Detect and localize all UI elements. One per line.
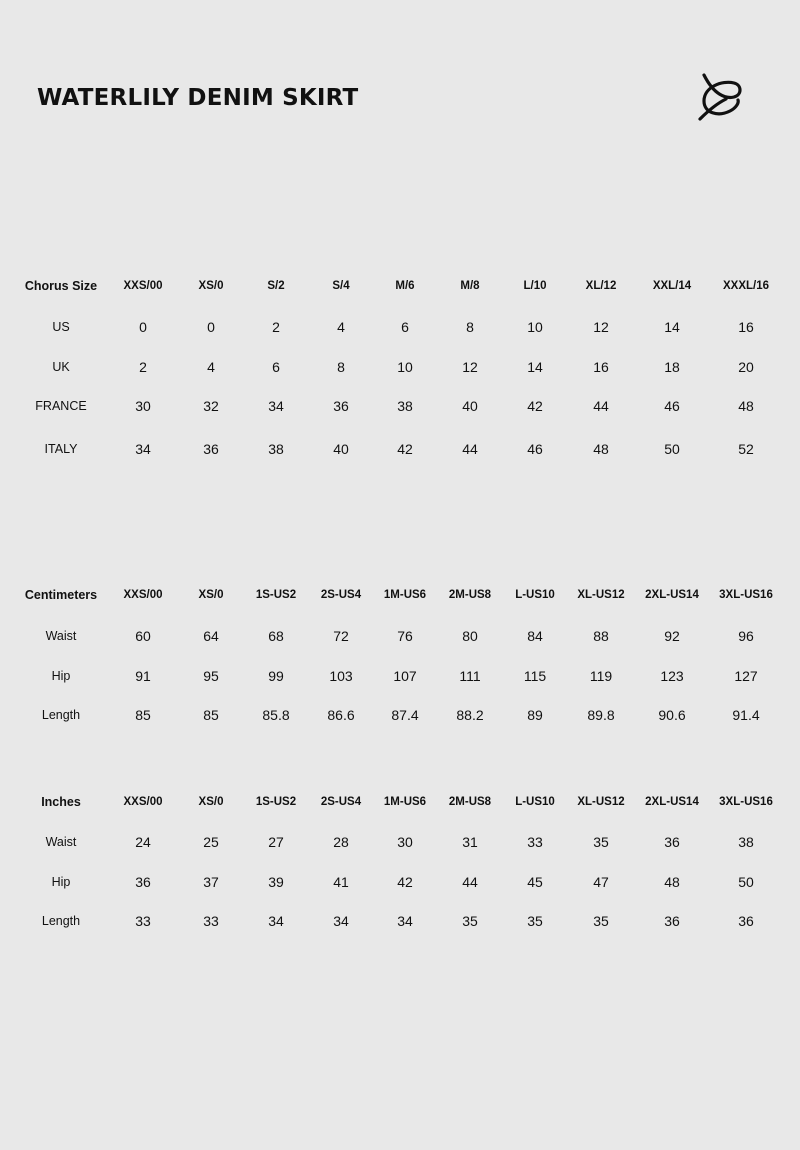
size-header-cell: 2M-US8 (448, 589, 492, 601)
table-cell: 48 (738, 398, 754, 414)
table-cell: 84 (527, 628, 543, 644)
table-cell: 35 (593, 913, 609, 929)
table-cell: 46 (664, 398, 680, 414)
table-cell: 10 (527, 319, 543, 335)
table-cell: 85 (135, 707, 151, 723)
table-row (0, 909, 800, 933)
size-header-cell: 1M-US6 (383, 796, 427, 808)
table-cell: 2 (139, 359, 147, 375)
size-header-cell: 3XL-US16 (719, 796, 773, 808)
row-label-cell: Length (41, 914, 81, 928)
table-cell: 91.4 (732, 707, 760, 723)
table-header-row (0, 274, 800, 298)
size-header-cell: XXS/00 (123, 796, 163, 808)
table-cell: 33 (135, 913, 151, 929)
table-cell: 36 (333, 398, 349, 414)
size-header-cell: L-US10 (515, 589, 555, 601)
table-row (0, 394, 800, 418)
table-cell: 35 (593, 834, 609, 850)
table-row (0, 703, 800, 727)
row-label-cell: Hip (51, 875, 71, 889)
table-cell: 42 (397, 441, 413, 457)
size-header-cell: 2M-US8 (448, 796, 492, 808)
table-cell: 34 (397, 913, 413, 929)
row-label-cell: Hip (51, 669, 71, 683)
size-header-cell: S/4 (332, 280, 350, 292)
table-cell: 44 (462, 441, 478, 457)
table-cell: 72 (333, 628, 349, 644)
table-cell: 115 (523, 668, 547, 684)
table-cell: 68 (268, 628, 284, 644)
table-cell: 99 (268, 668, 284, 684)
table-cell: 119 (589, 668, 613, 684)
size-header-cell: XL-US12 (577, 589, 625, 601)
table-title-cell: Inches (41, 795, 81, 809)
table-cell: 76 (397, 628, 413, 644)
table-cell: 91 (135, 668, 151, 684)
row-label-cell: Waist (45, 629, 77, 643)
table-cell: 87.4 (391, 707, 419, 723)
table-cell: 96 (738, 628, 754, 644)
table-cell: 36 (203, 441, 219, 457)
table-cell: 48 (593, 441, 609, 457)
table-cell: 14 (664, 319, 680, 335)
row-label-cell: UK (52, 360, 70, 374)
table-cell: 4 (337, 319, 345, 335)
table-row (0, 437, 800, 461)
table-header-row (0, 583, 800, 607)
size-header-cell: XS/0 (198, 796, 224, 808)
size-header-cell: 2S-US4 (320, 796, 362, 808)
table-cell: 39 (268, 874, 284, 890)
table-cell: 85 (203, 707, 219, 723)
table-row (0, 624, 800, 648)
size-header-cell: 1S-US2 (255, 589, 297, 601)
size-header-cell: L/10 (523, 280, 547, 292)
row-label-cell: FRANCE (35, 399, 87, 413)
size-header-cell: XS/0 (198, 589, 224, 601)
table-cell: 35 (462, 913, 478, 929)
size-header-cell: XXL/14 (652, 280, 692, 292)
table-cell: 89.8 (587, 707, 615, 723)
table-cell: 42 (397, 874, 413, 890)
size-header-cell: XXS/00 (123, 280, 163, 292)
page-title: WATERLILY DENIM SKIRT (37, 85, 359, 111)
table-cell: 88 (593, 628, 609, 644)
table-cell: 47 (593, 874, 609, 890)
table-cell: 85.8 (262, 707, 290, 723)
table-cell: 111 (459, 668, 481, 684)
table-cell: 6 (272, 359, 280, 375)
table-title-cell: Chorus Size (24, 279, 98, 293)
table-cell: 36 (664, 834, 680, 850)
table-cell: 33 (527, 834, 543, 850)
row-label-cell: US (52, 320, 70, 334)
table-cell: 45 (527, 874, 543, 890)
size-header-cell: XXS/00 (123, 589, 163, 601)
table-cell: 14 (527, 359, 543, 375)
table-cell: 95 (203, 668, 219, 684)
table-cell: 4 (207, 359, 215, 375)
table-cell: 12 (593, 319, 609, 335)
table-cell: 40 (462, 398, 478, 414)
size-header-cell: XS/0 (198, 280, 224, 292)
table-title-cell: Centimeters (24, 588, 98, 602)
table-cell: 80 (462, 628, 478, 644)
table-cell: 36 (738, 913, 754, 929)
table-cell: 60 (135, 628, 151, 644)
table-cell: 30 (397, 834, 413, 850)
table-cell: 88.2 (456, 707, 484, 723)
row-label-cell: Waist (45, 835, 77, 849)
brand-monogram-icon (696, 73, 744, 123)
size-header-cell: M/8 (460, 280, 480, 292)
size-header-cell: M/6 (395, 280, 415, 292)
table-cell: 16 (593, 359, 609, 375)
table-cell: 0 (207, 319, 215, 335)
table-row (0, 830, 800, 854)
size-header-cell: 1S-US2 (255, 796, 297, 808)
table-cell: 34 (333, 913, 349, 929)
table-cell: 28 (333, 834, 349, 850)
table-cell: 0 (139, 319, 147, 335)
table-cell: 50 (738, 874, 754, 890)
table-cell: 40 (333, 441, 349, 457)
table-cell: 20 (738, 359, 754, 375)
table-cell: 36 (135, 874, 151, 890)
table-cell: 38 (268, 441, 284, 457)
table-cell: 127 (734, 668, 758, 684)
table-cell: 52 (738, 441, 754, 457)
table-cell: 10 (397, 359, 413, 375)
table-cell: 12 (462, 359, 478, 375)
table-cell: 31 (462, 834, 478, 850)
table-row (0, 355, 800, 379)
table-cell: 2 (272, 319, 280, 335)
table-cell: 8 (337, 359, 345, 375)
size-header-cell: XL-US12 (577, 796, 625, 808)
table-header-row (0, 790, 800, 814)
table-cell: 18 (664, 359, 680, 375)
table-cell: 24 (135, 834, 151, 850)
table-cell: 123 (660, 668, 684, 684)
table-cell: 25 (203, 834, 219, 850)
table-cell: 36 (664, 913, 680, 929)
table-row (0, 315, 800, 339)
table-cell: 41 (333, 874, 349, 890)
table-cell: 46 (527, 441, 543, 457)
table-cell: 44 (593, 398, 609, 414)
table-cell: 90.6 (658, 707, 686, 723)
table-cell: 38 (397, 398, 413, 414)
table-row (0, 870, 800, 894)
table-cell: 6 (401, 319, 409, 335)
table-cell: 107 (393, 668, 417, 684)
table-cell: 8 (466, 319, 474, 335)
table-cell: 86.6 (327, 707, 355, 723)
table-cell: 34 (268, 913, 284, 929)
table-cell: 38 (738, 834, 754, 850)
size-header-cell: XL/12 (585, 280, 617, 292)
table-cell: 33 (203, 913, 219, 929)
table-cell: 32 (203, 398, 219, 414)
size-header-cell: 2XL-US14 (645, 796, 699, 808)
size-header-cell: L-US10 (515, 796, 555, 808)
size-header-cell: 3XL-US16 (719, 589, 773, 601)
table-cell: 37 (203, 874, 219, 890)
table-cell: 44 (462, 874, 478, 890)
table-cell: 30 (135, 398, 151, 414)
table-cell: 34 (268, 398, 284, 414)
table-cell: 34 (135, 441, 151, 457)
size-header-cell: XXXL/16 (722, 280, 770, 292)
table-row (0, 664, 800, 688)
table-cell: 92 (664, 628, 680, 644)
table-cell: 50 (664, 441, 680, 457)
table-cell: 42 (527, 398, 543, 414)
table-cell: 27 (268, 834, 284, 850)
table-cell: 89 (527, 707, 543, 723)
table-cell: 48 (664, 874, 680, 890)
table-cell: 35 (527, 913, 543, 929)
row-label-cell: ITALY (44, 442, 78, 456)
table-cell: 64 (203, 628, 219, 644)
size-header-cell: S/2 (267, 280, 285, 292)
table-cell: 16 (738, 319, 754, 335)
size-header-cell: 2S-US4 (320, 589, 362, 601)
size-header-cell: 1M-US6 (383, 589, 427, 601)
row-label-cell: Length (41, 708, 81, 722)
size-header-cell: 2XL-US14 (645, 589, 699, 601)
table-cell: 103 (329, 668, 353, 684)
